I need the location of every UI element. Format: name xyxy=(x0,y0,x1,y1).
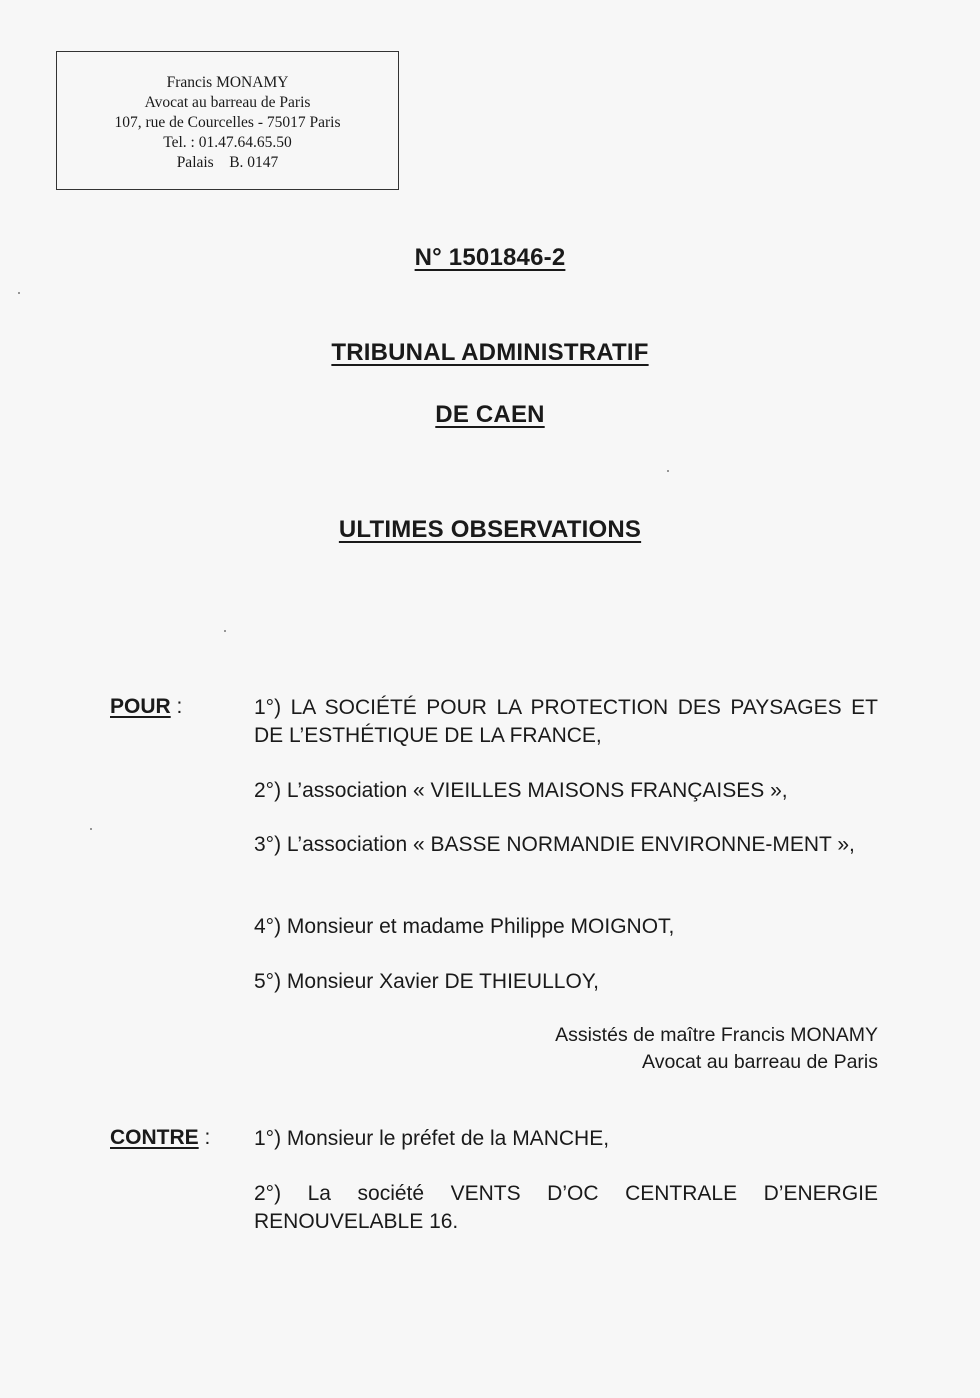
scan-speck xyxy=(90,828,92,830)
scan-speck xyxy=(18,292,20,294)
contre-item-2: 2°) La société VENTS D’OC CENTRALE D’ENERGIE RENOUVELABLE 16. xyxy=(254,1182,878,1233)
assisted-by-line1: Assistés de maître Francis MONAMY xyxy=(555,1024,878,1046)
document-title-heading xyxy=(0,516,980,544)
pour-item-5: 5°) Monsieur Xavier DE THIEULLOY, xyxy=(254,970,599,993)
case-number: N° 1501846-2 xyxy=(414,244,566,271)
court-heading-line2 xyxy=(0,401,980,429)
court-name: TRIBUNAL ADMINISTRATIF xyxy=(331,339,649,366)
lawyer-name: Francis MONAMY xyxy=(166,74,289,91)
court-heading-line1 xyxy=(0,339,980,367)
contre-label: CONTRE xyxy=(110,1126,199,1149)
contre-item-1: 1°) Monsieur le préfet de la MANCHE, xyxy=(254,1127,610,1150)
lawyer-address: 107, rue de Courcelles - 75017 Paris xyxy=(114,114,341,131)
contre-label-block xyxy=(110,1126,210,1150)
pour-colon: : xyxy=(170,695,183,718)
pour-item-3: 3°) L’association « BASSE NORMANDIE ENVIRONNE-MENT », xyxy=(254,833,855,856)
scan-speck xyxy=(667,470,669,472)
lawyer-palais: Palais B. 0147 xyxy=(176,154,279,171)
letterhead-box xyxy=(56,51,399,190)
scan-speck xyxy=(224,630,226,632)
case-number-heading xyxy=(0,244,980,272)
court-city: DE CAEN xyxy=(435,401,545,428)
document-title: ULTIMES OBSERVATIONS xyxy=(338,516,642,543)
contre-colon: : xyxy=(198,1126,211,1149)
pour-item-1: 1°) LA SOCIÉTÉ POUR LA PROTECTION DES PAYSAGES ET DE L’ESTHÉTIQUE DE LA FRANCE, xyxy=(254,696,878,747)
pour-label-block xyxy=(110,695,182,719)
lawyer-title: Avocat au barreau de Paris xyxy=(144,94,311,111)
pour-item-2: 2°) L’association « VIEILLES MAISONS FRANÇAISES », xyxy=(254,779,788,802)
lawyer-phone: Tel. : 01.47.64.65.50 xyxy=(163,134,292,151)
pour-label: POUR xyxy=(110,695,171,718)
pour-item-4: 4°) Monsieur et madame Philippe MOIGNOT, xyxy=(254,915,675,938)
assisted-by-line2: Avocat au barreau de Paris xyxy=(642,1051,878,1073)
